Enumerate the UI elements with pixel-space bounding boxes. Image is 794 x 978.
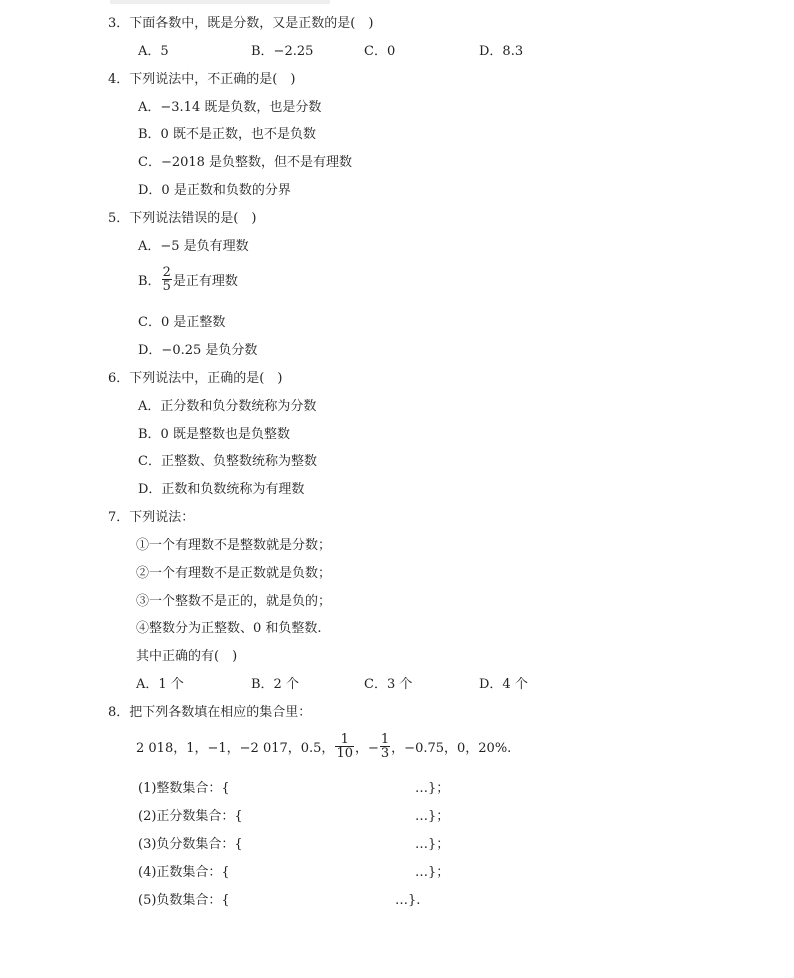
q5-stem: 5．下列说法错误的是( ): [108, 211, 257, 226]
q3-option-c: C．0: [364, 44, 396, 59]
q3-option-b: B．−2.25: [251, 44, 314, 59]
q8-set-integers-label: (1)整数集合：{: [138, 781, 230, 796]
fraction-denominator: 3: [380, 746, 390, 761]
fraction-denominator: 5: [162, 279, 171, 294]
q7-statement-2: ②一个有理数不是正数就是负数；: [136, 566, 332, 581]
q8-number-list: [136, 733, 511, 760]
q8-set-negative-fractions-end: …}；: [415, 837, 450, 852]
q5-option-a: A．−5 是负有理数: [138, 239, 249, 254]
top-edge-fade: [110, 0, 330, 4]
q5-option-b-suffix: 是正有理数: [172, 274, 238, 289]
q5-option-b-prefix: B．: [138, 274, 161, 289]
q3-stem: 3．下面各数中，既是分数，又是正数的是( ): [108, 16, 374, 31]
q7-option-c: C．3 个: [364, 677, 413, 692]
q7-stem: 7．下列说法：: [108, 510, 195, 525]
q7-question: 其中正确的有( ): [136, 649, 238, 664]
q8-numbers-part-b: ，−0.75，0，20%.: [391, 741, 512, 756]
fraction-one-tenth: [335, 733, 354, 760]
q8-stem: 8．把下列各数填在相应的集合里：: [108, 705, 312, 720]
q6-stem: 6．下列说法中，正确的是( ): [108, 371, 283, 386]
q5-option-c: C．0 是正整数: [138, 315, 226, 330]
q7-option-b: B．2 个: [251, 677, 299, 692]
q7-option-d: D．4 个: [479, 677, 528, 692]
fraction-numerator: 1: [380, 732, 390, 747]
q3-option-d: D．8.3: [479, 44, 524, 59]
q8-set-positive-numbers-label: (4)正数集合：{: [138, 865, 230, 880]
q6-option-b: B．0 既是整数也是负整数: [138, 427, 290, 442]
q4-option-c: C．−2018 是负整数，但不是有理数: [138, 155, 353, 170]
q8-numbers-part-a: 2 018，1，−1，−2 017，0.5，: [136, 741, 335, 756]
q8-set-integers-end: …}；: [415, 781, 450, 796]
fraction-two-fifths: [162, 266, 172, 293]
q7-option-a: A．1 个: [136, 677, 184, 692]
q8-set-positive-fractions-end: …}；: [415, 809, 450, 824]
q8-set-negative-numbers-end: …}.: [395, 893, 421, 908]
q4-option-b: B．0 既不是正数，也不是负数: [138, 127, 316, 142]
fraction-denominator: 10: [336, 746, 353, 761]
q4-stem: 4．下列说法中，不正确的是( ): [108, 72, 296, 87]
q6-option-d: D．正数和负数统称为有理数: [138, 482, 305, 497]
q8-separator: ，−: [354, 741, 379, 756]
q7-statement-3: ③一个整数不是正的，就是负的；: [136, 594, 332, 609]
q5-option-d: D．−0.25 是负分数: [138, 343, 258, 358]
q8-set-negative-fractions-label: (3)负分数集合：{: [138, 837, 243, 852]
q6-option-a: A．正分数和负分数统称为分数: [138, 399, 317, 414]
q5-option-b: [138, 266, 238, 293]
q4-option-d: D．0 是正数和负数的分界: [138, 183, 291, 198]
fraction-numerator: 2: [162, 265, 171, 280]
q6-option-c: C．正整数、负整数统称为整数: [138, 454, 317, 469]
q8-set-negative-numbers-label: (5)负数集合：{: [138, 893, 230, 908]
q8-set-positive-numbers-end: …}；: [415, 865, 450, 880]
q7-statement-1: ①一个有理数不是整数就是分数；: [136, 538, 332, 553]
q3-option-a: A．5: [138, 44, 169, 59]
fraction-numerator: 1: [335, 733, 354, 747]
fraction-one-third: [380, 733, 390, 760]
q4-option-a: A．−3.14 既是负数，也是分数: [138, 100, 322, 115]
q7-statement-4: ④整数分为正整数、0 和负整数.: [136, 621, 322, 636]
q8-set-positive-fractions-label: (2)正分数集合：{: [138, 809, 243, 824]
